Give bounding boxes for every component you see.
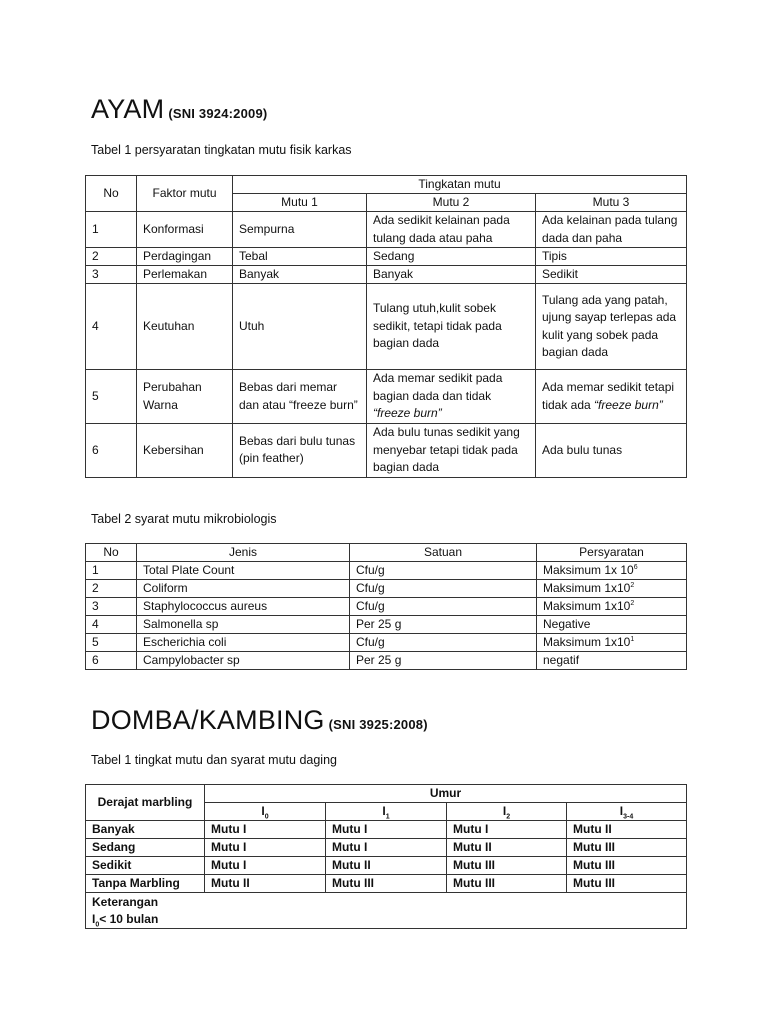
req-exponent: 1 xyxy=(630,636,635,643)
cell-satuan: Per 25 g xyxy=(350,616,537,634)
keterangan-text: < 10 bulan xyxy=(99,911,159,926)
table-row xyxy=(86,634,687,652)
header-i34 xyxy=(567,803,687,821)
cell-mutu: Mutu III xyxy=(447,875,567,893)
header-no: No xyxy=(86,176,137,212)
header-i-letter: I xyxy=(619,804,624,818)
cell-jenis: Salmonella sp xyxy=(137,616,350,634)
cell-mutu-1: Tebal xyxy=(233,248,367,266)
cell-marbling: Tanpa Marbling xyxy=(86,875,205,893)
header-faktor-mutu: Faktor mutu xyxy=(137,176,233,212)
table-row xyxy=(86,598,687,616)
cell-mutu-1: Sempurna xyxy=(233,212,367,248)
header-no: No xyxy=(86,544,137,562)
keterangan-line xyxy=(92,911,680,928)
req-text: Maksimum 1x10 xyxy=(543,581,631,595)
cell-faktor: Konformasi xyxy=(137,212,233,248)
table-row xyxy=(86,562,687,580)
header-i34-sub: 3-4 xyxy=(623,813,634,821)
cell-mutu-3: Tipis xyxy=(536,248,687,266)
header-mutu-3: Mutu 3 xyxy=(536,194,687,212)
cell-satuan: Cfu/g xyxy=(350,562,537,580)
cell-mutu: Mutu III xyxy=(567,839,687,857)
cell-mutu: Mutu III xyxy=(567,857,687,875)
cell-persyaratan xyxy=(537,634,687,652)
cell-mutu: Mutu II xyxy=(326,857,447,875)
cell-no: 3 xyxy=(86,266,137,284)
cell-mutu-1: Banyak xyxy=(233,266,367,284)
header-satuan: Satuan xyxy=(350,544,537,562)
cell-persyaratan xyxy=(537,580,687,598)
req-text: Maksimum 1x 10 xyxy=(543,563,634,577)
header-jenis: Jenis xyxy=(137,544,350,562)
ayam-table1-caption: Tabel 1 persyaratan tingkatan mutu fisik karkas xyxy=(91,143,352,157)
cell-persyaratan xyxy=(537,562,687,580)
req-exponent: 6 xyxy=(633,564,638,571)
cell-mutu: Mutu I xyxy=(205,857,326,875)
keterangan-title: Keterangan xyxy=(92,894,159,909)
cell-mutu-3: Ada kelainan pada tulang dada dan paha xyxy=(536,212,687,248)
header-tingkatan-mutu: Tingkatan mutu xyxy=(233,176,687,194)
cell-mutu: Mutu I xyxy=(447,821,567,839)
cell-marbling: Sedikit xyxy=(86,857,205,875)
header-persyaratan: Persyaratan xyxy=(537,544,687,562)
cell-jenis: Coliform xyxy=(137,580,350,598)
cell-mutu-3: Sedikit xyxy=(536,266,687,284)
header-mutu-2: Mutu 2 xyxy=(367,194,536,212)
table-row xyxy=(86,839,687,857)
cell-faktor: Perdagingan xyxy=(137,248,233,266)
cell-jenis: Campylobacter sp xyxy=(137,652,350,670)
header-mutu-1: Mutu 1 xyxy=(233,194,367,212)
cell-faktor: Perubahan Warna xyxy=(137,370,233,424)
header-i1-sub: 1 xyxy=(385,813,390,821)
table-row xyxy=(86,580,687,598)
header-i2-sub: 2 xyxy=(506,813,511,821)
header-i0-sub: 0 xyxy=(264,813,269,821)
cell-faktor: Kebersihan xyxy=(137,424,233,478)
table-row xyxy=(86,857,687,875)
cell-mutu: Mutu I xyxy=(326,839,447,857)
ayam-mikrobiologis-table xyxy=(85,543,687,670)
cell-mutu-3 xyxy=(536,370,687,424)
table-row xyxy=(86,652,687,670)
cell-mutu-3-text: Ada memar sedikit tetapi tidak ada xyxy=(542,380,675,412)
cell-mutu-3-freeze-burn: “freeze burn” xyxy=(594,397,663,412)
cell-jenis: Total Plate Count xyxy=(137,562,350,580)
cell-no: 1 xyxy=(86,212,137,248)
cell-satuan: Cfu/g xyxy=(350,580,537,598)
cell-satuan: Cfu/g xyxy=(350,634,537,652)
cell-persyaratan xyxy=(537,598,687,616)
cell-mutu: Mutu III xyxy=(447,857,567,875)
req-exponent: 2 xyxy=(630,600,635,607)
keterangan-i-letter: I xyxy=(92,911,96,926)
table-note-row xyxy=(86,893,687,929)
table-row xyxy=(86,875,687,893)
cell-mutu-2-freeze-burn: “freeze burn” xyxy=(373,406,442,421)
cell-mutu-2 xyxy=(367,370,536,424)
cell-no: 3 xyxy=(86,598,137,616)
header-i-letter: I xyxy=(382,804,386,818)
cell-mutu-2-text: Ada memar sedikit pada bagian dada dan tidak xyxy=(373,371,503,403)
req-text: Maksimum 1x10 xyxy=(543,635,631,649)
cell-satuan: Per 25 g xyxy=(350,652,537,670)
req-text: Maksimum 1x10 xyxy=(543,599,631,613)
cell-no: 5 xyxy=(86,370,137,424)
cell-faktor: Perlemakan xyxy=(137,266,233,284)
table-row xyxy=(86,616,687,634)
table-row xyxy=(86,821,687,839)
cell-no: 6 xyxy=(86,424,137,478)
table-row xyxy=(86,370,687,424)
cell-mutu-2: Ada bulu tunas sedikit yang menyebar tetapi tidak pada bagian dada xyxy=(367,424,536,478)
keterangan-sub: 0 xyxy=(95,920,100,928)
ayam-mutu-fisik-table xyxy=(85,175,687,478)
header-i0 xyxy=(205,803,326,821)
header-derajat-marbling: Derajat marbling xyxy=(86,785,205,821)
table-row xyxy=(86,424,687,478)
ayam-table2-caption: Tabel 2 syarat mutu mikrobiologis xyxy=(91,512,277,526)
cell-mutu-3: Ada bulu tunas xyxy=(536,424,687,478)
cell-no: 4 xyxy=(86,616,137,634)
ayam-title xyxy=(91,94,267,125)
header-umur: Umur xyxy=(205,785,687,803)
ayam-title-text: AYAM xyxy=(91,94,165,124)
cell-jenis: Escherichia coli xyxy=(137,634,350,652)
cell-mutu-3: Tulang ada yang patah, ujung sayap terlepas ada kulit yang sobek pada bagian dada xyxy=(536,284,687,370)
domba-sni: (SNI 3925:2008) xyxy=(328,717,428,732)
header-i1 xyxy=(326,803,447,821)
cell-no: 2 xyxy=(86,580,137,598)
cell-keterangan xyxy=(86,893,687,929)
cell-satuan: Cfu/g xyxy=(350,598,537,616)
table-row xyxy=(86,212,687,248)
cell-mutu-1: Utuh xyxy=(233,284,367,370)
ayam-sni: (SNI 3924:2009) xyxy=(168,106,268,121)
cell-persyaratan: negatif xyxy=(537,652,687,670)
cell-mutu: Mutu II xyxy=(205,875,326,893)
header-i-letter: I xyxy=(502,804,507,818)
cell-marbling: Banyak xyxy=(86,821,205,839)
cell-mutu: Mutu I xyxy=(205,839,326,857)
cell-mutu: Mutu I xyxy=(326,821,447,839)
cell-mutu-1: Bebas dari memar dan atau “freeze burn” xyxy=(233,370,367,424)
table-row xyxy=(86,266,687,284)
table-row xyxy=(86,284,687,370)
cell-mutu-2: Banyak xyxy=(367,266,536,284)
domba-title xyxy=(91,705,428,736)
cell-no: 4 xyxy=(86,284,137,370)
cell-marbling: Sedang xyxy=(86,839,205,857)
cell-mutu-2: Ada sedikit kelainan pada tulang dada atau paha xyxy=(367,212,536,248)
cell-mutu-1: Bebas dari bulu tunas (pin feather) xyxy=(233,424,367,478)
cell-no: 6 xyxy=(86,652,137,670)
header-i2 xyxy=(447,803,567,821)
table-row xyxy=(86,248,687,266)
cell-persyaratan: Negative xyxy=(537,616,687,634)
domba-table1-caption: Tabel 1 tingkat mutu dan syarat mutu daging xyxy=(91,753,337,767)
cell-mutu: Mutu II xyxy=(567,821,687,839)
domba-marbling-table xyxy=(85,784,687,929)
cell-mutu: Mutu III xyxy=(567,875,687,893)
cell-mutu: Mutu I xyxy=(205,821,326,839)
cell-no: 1 xyxy=(86,562,137,580)
cell-mutu: Mutu II xyxy=(447,839,567,857)
cell-no: 2 xyxy=(86,248,137,266)
cell-mutu-2: Tulang utuh,kulit sobek sedikit, tetapi tidak pada bagian dada xyxy=(367,284,536,370)
header-i-letter: I xyxy=(261,804,265,818)
req-exponent: 2 xyxy=(630,582,635,589)
domba-title-text: DOMBA/KAMBING xyxy=(91,705,325,735)
cell-mutu: Mutu III xyxy=(326,875,447,893)
cell-jenis: Staphylococcus aureus xyxy=(137,598,350,616)
cell-no: 5 xyxy=(86,634,137,652)
cell-mutu-2: Sedang xyxy=(367,248,536,266)
cell-faktor: Keutuhan xyxy=(137,284,233,370)
